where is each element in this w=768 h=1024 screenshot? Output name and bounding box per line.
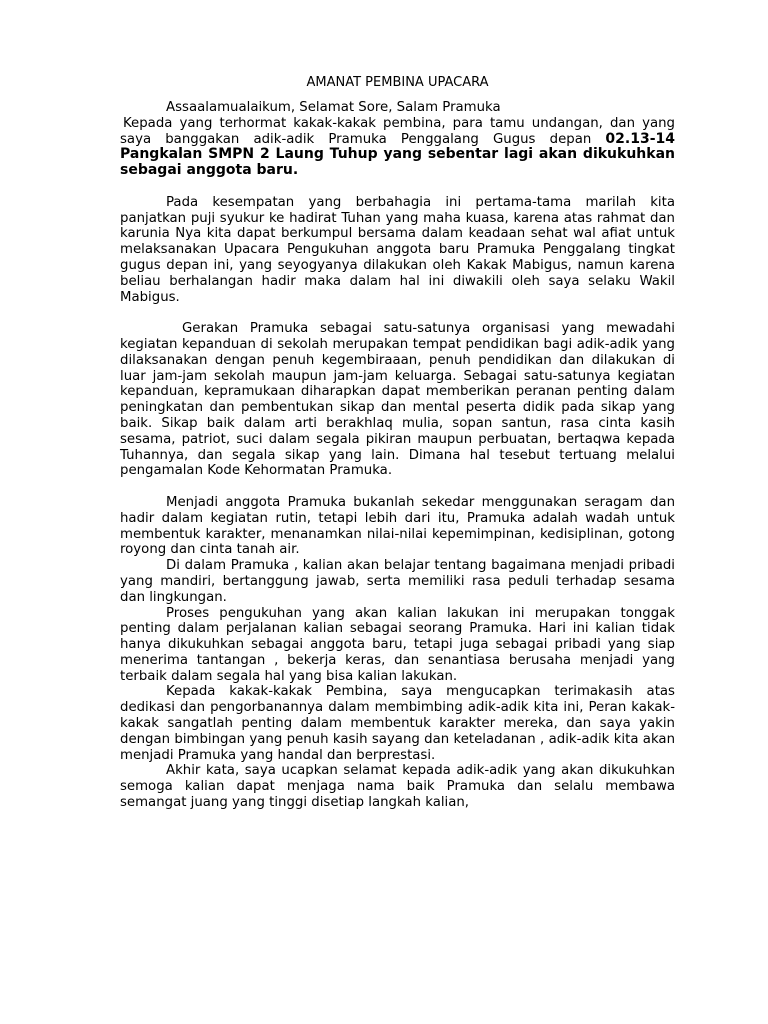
paragraph-gerakan-pramuka: Gerakan Pramuka sebagai satu-satunya organisasi yang mewadahi kegiatan kepanduan di sekolah merupakan tempat pendidikan bagi adik-adik yang dilaksanakan dengan penuh kegembiraaan, penuh pendidikan dan dilakukan di luar jam-jam sekolah maupun jam-jam keluarga. Sebagai satu-satunya kegiatan kepanduan, kepramukaan diharapkan dapat memberikan peranan penting dalam peningkatan dan pembentukan sikap dan mental peserta didik pada sikap yang baik. Sikap baik dalam arti berakhlaq mulia, sopan santun, rasa cinta kasih sesama, patriot, suci dalam segala pikiran maupun perbuatan, bertaqwa kepada Tuhannya, dan segala sikap yang lain. Dimana hal tesebut tertuang melalui pengamalan Kode Kehormatan Pramuka. bbox=[120, 321, 675, 479]
greeting-line: Assaalamualaikum, Selamat Sore, Salam Pramuka bbox=[166, 100, 501, 115]
document-body bbox=[120, 100, 675, 811]
address-paragraph bbox=[120, 116, 675, 179]
paragraph-proses-pengukuhan: Proses pengukuhan yang akan kalian lakukan ini merupakan tonggak penting dalam perjalanan kalian sebagai seorang Pramuka. Hari ini kalian tidak hanya dikukuhkan sebagai anggota baru, tetapi juga sebagai pribadi yang siap menerima tantangan , bekerja keras, dan senantiasa berusaha menjadi yang terbaik dalam segala hal yang bisa kalian lakukan. bbox=[120, 605, 675, 684]
address-bold-text: 02.13-14 Pangkalan SMPN 2 Laung Tuhup yang sebentar lagi akan dikukuhkan sebagai anggota baru. bbox=[120, 130, 675, 179]
paragraph-opening: Pada kesempatan yang berbahagia ini pertama-tama marilah kita panjatkan puji syukur ke hadirat Tuhan yang maha kuasa, karena atas rahmat dan karunia Nya kita dapat berkumpul bersama dalam keadaan sehat wal afiat untuk melaksanakan Upacara Pengukuhan anggota baru Pramuka Penggalang tingkat gugus depan ini, yang seyogyanya dilakukan oleh Kakak Mabigus, namun karena beliau berhalangan hadir maka dalam hal ini diwakili oleh saya selaku Wakil Mabigus. bbox=[120, 194, 675, 305]
paragraph-menjadi-anggota: Menjadi anggota Pramuka bukanlah sekedar menggunakan seragam dan hadir dalam kegiatan rutin, tetapi lebih dari itu, Pramuka adalah wadah untuk membentuk karakter, menanamkan nilai-nilai kepemimpinan, kedisiplinan, gotong royong dan cinta tanah air. bbox=[120, 494, 675, 558]
paragraph-di-dalam-pramuka: Di dalam Pramuka , kalian akan belajar tentang bagaimana menjadi pribadi yang mandiri, bertanggung jawab, serta memiliki rasa peduli terhadap sesama dan lingkungan. bbox=[120, 558, 675, 605]
address-text: Kepada yang terhormat kakak-kakak pembina, para tamu undangan, dan yang saya banggakan adik-adik Pramuka Penggalang Gugus depan bbox=[120, 115, 675, 147]
paragraph-akhir-kata: Akhir kata, saya ucapkan selamat kepada adik-adik yang akan dikukuhkan semoga kalian dapat menjaga nama baik Pramuka dan selalu membawa semangat juang yang tinggi disetiap langkah kalian, bbox=[120, 763, 675, 811]
paragraph-kepada-pembina: Kepada kakak-kakak Pembina, saya mengucapkan terimakasih atas dedikasi dan pengorbanannya dalam membimbing adik-adik kita ini, Peran kakak-kakak sangatlah penting dalam membentuk karakter mereka, dan saya yakin dengan bimbingan yang penuh kasih sayang dan keteladanan , adik-adik kita akan menjadi Pramuka yang handal dan berprestasi. bbox=[120, 684, 675, 763]
document-title: AMANAT PEMBINA UPACARA bbox=[306, 75, 489, 90]
